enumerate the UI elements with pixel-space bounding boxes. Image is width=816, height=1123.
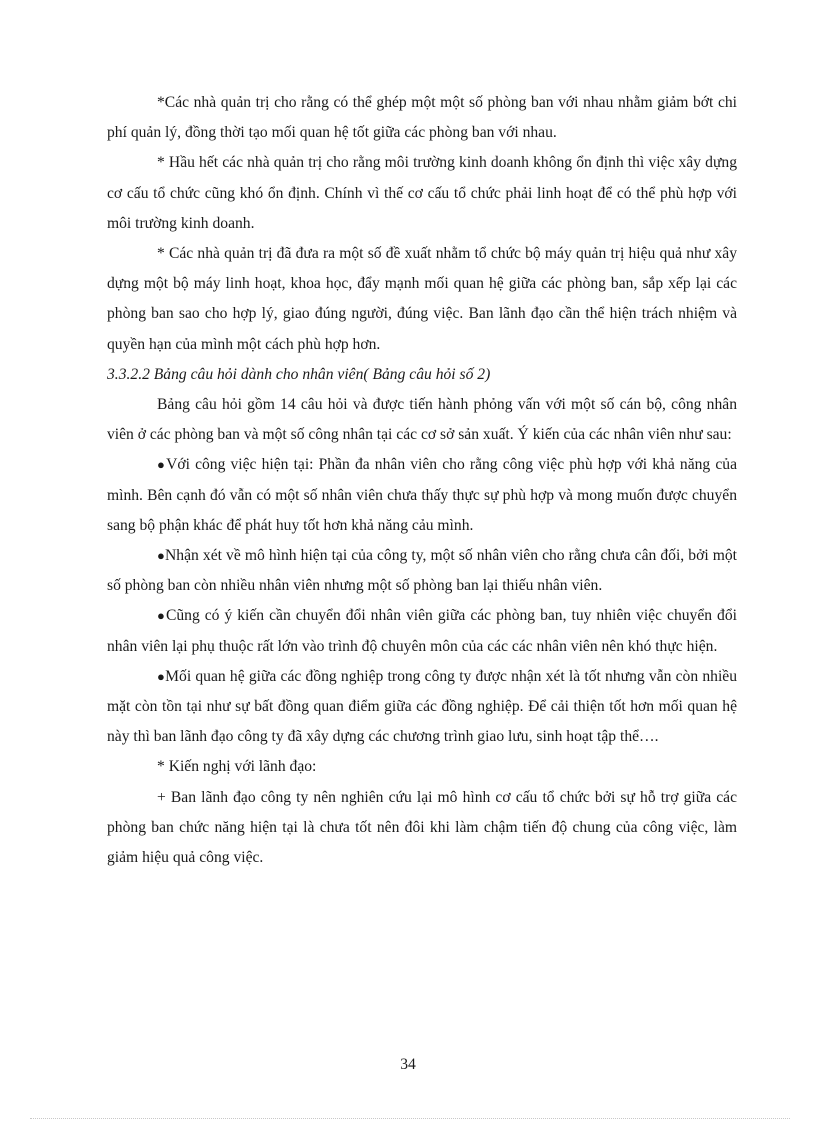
- bullet-paragraph: [107, 662, 737, 753]
- bullet-text: Nhận xét về mô hình hiện tại của công ty, một số nhân viên cho rằng chưa cân đối, bởi một số phòng ban còn nhiều nhân viên nhưng một số phòng ban lại thiếu nhân viên.: [107, 547, 737, 595]
- paragraph: * Kiến nghị với lãnh đạo:: [157, 758, 317, 776]
- bullet-text: Mối quan hệ giữa các đồng nghiệp trong công ty được nhận xét là tốt nhưng vẫn còn nhiều mặt còn tồn tại như sự bất đồng quan điểm giữa các đồng nghiệp. Để cải thiện tốt hơn mối quan hệ này thì ban lãnh đạo công ty đã xây dựng các chương trình giao lưu, sinh hoạt tập thể….: [107, 667, 737, 746]
- paragraph: Bảng câu hỏi gồm 14 câu hỏi và được tiến hành phỏng vấn với một số cán bộ, công nhân viên ở các phòng ban và một số công nhân tại các cơ sở sản xuất. Ý kiến của các nhân viên như sau:: [107, 396, 737, 444]
- bullet-icon: ●: [157, 668, 166, 684]
- paragraph: *Các nhà quản trị cho rằng có thể ghép một một số phòng ban với nhau nhằm giảm bớt chi phí quản lý, đồng thời tạo mối quan hệ tốt giữa các phòng ban với nhau.: [107, 94, 737, 142]
- bullet-text: Với công việc hiện tại: Phần đa nhân viên cho rằng công việc phù hợp với khả năng của mình. Bên cạnh đó vẫn có một số nhân viên chưa thấy thực sự phù hợp và mong muốn được chuyển sang bộ phận khác để phát huy tốt hơn khả năng cảu mình.: [107, 456, 737, 534]
- bullet-icon: ●: [157, 608, 166, 624]
- bullet-icon: ●: [157, 457, 167, 473]
- bullet-paragraph: [107, 601, 737, 661]
- bullet-paragraph: [107, 450, 737, 541]
- bullet-text: Cũng có ý kiến cần chuyển đổi nhân viên giữa các phòng ban, tuy nhiên việc chuyển đổi nhân viên lại phụ thuộc rất lớn vào trình độ chuyên môn của các các nhân viên nên khó thực hiện.: [107, 607, 737, 655]
- page-number: 34: [400, 1056, 416, 1073]
- paragraph: * Hầu hết các nhà quản trị cho rằng môi trường kinh doanh không ổn định thì việc xây dựng cơ cấu tổ chức cũng khó ổn định. Chính vì thế cơ cấu tổ chức phải linh hoạt để có thể phù hợp với môi trường kinh doanh.: [107, 154, 737, 232]
- section-heading: 3.3.2.2 Bảng câu hỏi dành cho nhân viên( Bảng câu hỏi số 2): [107, 365, 491, 383]
- paragraph: + Ban lãnh đạo công ty nên nghiên cứu lại mô hình cơ cấu tổ chức bởi sự hỗ trợ giữa các phòng ban chức năng hiện tại là chưa tốt nên đôi khi làm chậm tiến độ chung của công việc, làm giảm hiệu quả công việc.: [107, 788, 737, 867]
- page-bottom-divider: [30, 1118, 790, 1119]
- bullet-icon: ●: [157, 548, 166, 564]
- bullet-paragraph: [107, 541, 737, 601]
- paragraph: * Các nhà quản trị đã đưa ra một số đề xuất nhằm tổ chức bộ máy quản trị hiệu quả như xây dựng một bộ máy linh hoạt, khoa học, đẩy mạnh mối quan hệ giữa các phòng ban, sắp xếp lại các phòng ban sao cho hợp lý, giao đúng người, đúng việc. Ban lãnh đạo cần thể hiện trách nhiệm và quyền hạn của mình một cách phù hợp hơn.: [107, 245, 737, 353]
- page-body: [107, 88, 737, 873]
